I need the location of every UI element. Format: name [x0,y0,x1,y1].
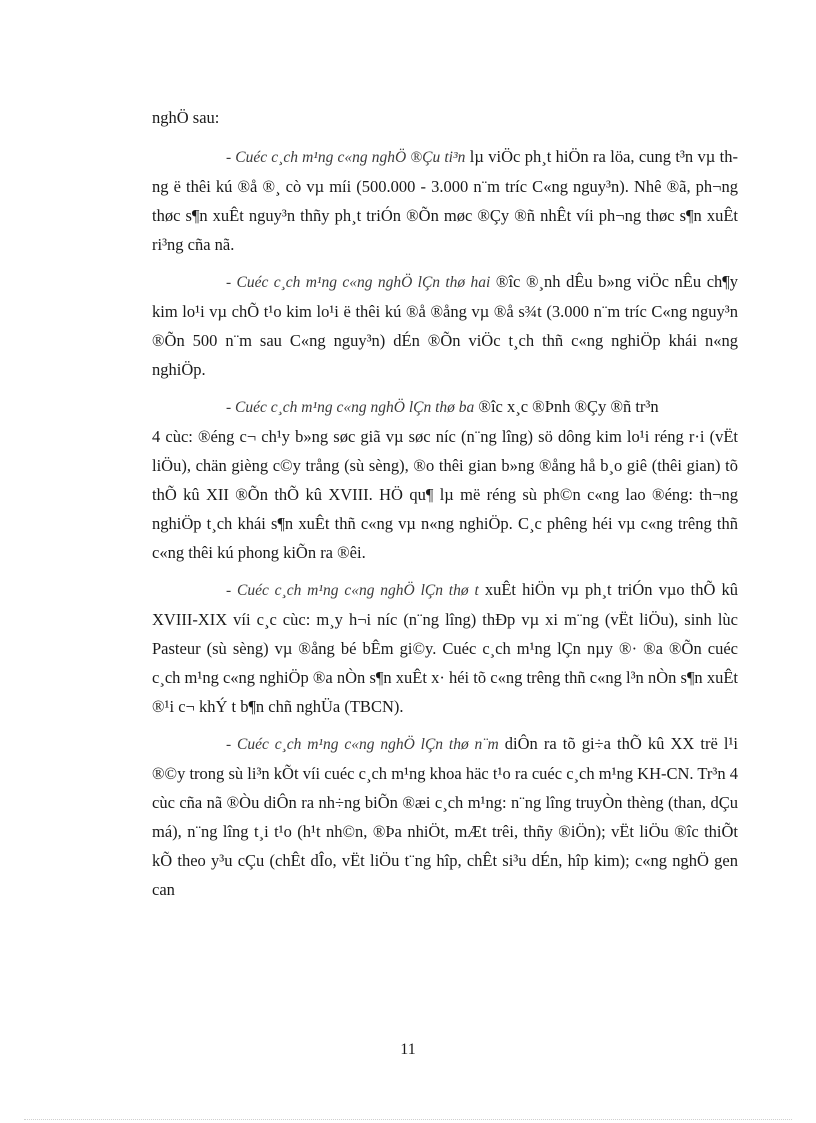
paragraph-text: xuÊt hiÖn vµ ph¸t triÓn vµo thÕ kû XVIII-XIX víi c¸c cùc: m¸y h¬i níc (n¨ng lîng) thÐp vµ xi m¨ng (vËt liÖu), sinh lùc Pasteur (sù sèng) vµ ®ång bé bÊm gi©y. Cuéc c¸ch m¹ng lÇn nµy ®· ®a ®Õn cuéc c¸ch m¹ng c«ng nghiÖp ®a nÒn s¶n xuÊt x· héi tõ c«ng trêng thñ c«ng l³n nÒn s¶n xuÊt ®¹i c¬ khÝ t b¶n chñ nghÜa (TBCN). [152,580,738,716]
paragraph-text: nghÖ sau: [152,108,220,127]
page-number: 11 [400,1041,416,1058]
paragraph-revolution-5 [152,729,738,904]
paragraph-revolution-3-continued [152,422,738,567]
paragraph-revolution-3 [152,392,738,422]
paragraph-lead: - Cuéc c¸ch m¹ng c«ng nghÖ lÇn thø hai [226,274,491,291]
paragraph-revolution-1 [152,142,738,259]
paragraph-text: lµ viÖc ph¸t hiÖn ra löa, cung t³n vµ thng ë thêi kú ®å ®¸ cò vµ míi (500.000 - 3.000 n¨m tríc C«ng nguy³n). Nhê ®ã, ph¬ng thøc s¶n xuÊt nguy³n thñy ph¸t triÓn ®Õn møc ®Çy ®ñ nhÊt víi ph¬ng thøc s¶n xuÊt ri³ng cña nã. [152,147,738,254]
paragraph-lead: - Cuéc c¸ch m¹ng c«ng nghÖ lÇn thø ba [226,399,475,416]
paragraph-lead: - Cuéc c¸ch m¹ng c«ng nghÖ ®Çu ti³n [226,149,466,166]
body-text [152,103,738,904]
paragraph-text: diÔn ra tõ gi÷a thÕ kû XX trë l¹i ®©y trong sù li³n kÕt víi cuéc c¸ch m¹ng khoa häc t¹o ra cuéc c¸ch m¹ng KH-CN. Tr³n 4 cùc cña nã ®Òu diÔn ra nh÷ng biÕn ®æi c¸ch m¹ng: n¨ng lîng truyÒn thèng (than, dÇu má), n¨ng lîng t¸i t¹o (h¹t nh©n, ®Þa nhiÖt, mÆt trêi, thñy ®iÖn); vËt liÖu ®îc thiÕt kÕ theo y³u cÇu (chÊt dÎo, vËt liÖu t¨ng hîp, chÊt si³u dÉn, hîp kim); c«ng nghÖ gen can [152,734,738,899]
paragraph-revolution-2 [152,267,738,384]
paragraph-lead: - Cuéc c¸ch m¹ng c«ng nghÖ lÇn thø n¨m [226,736,499,753]
paragraph-revolution-4 [152,575,738,721]
paragraph-text: ®îc ®¸nh dÊu b»ng viÖc nÊu ch¶y kim lo¹i vµ chÕ t¹o kim lo¹i ë thêi kú ®å ®ång vµ ®å s¾t (3.000 n¨m tríc C«ng nguy³n ®Õn 500 n¨m sau C«ng nguy³n) dÉn ®Õn viÖc t¸ch thñ c«ng nghiÖp khái n«ng nghiÖp. [152,272,738,379]
paragraph-lead: - Cuéc c¸ch m¹ng c«ng nghÖ lÇn thø t [226,582,479,599]
paragraph-text: ®îc x¸c ®Þnh ®Çy ®ñ tr³n [474,397,659,416]
paragraph-intro [152,103,738,132]
paragraph-text: 4 cùc: ®éng c¬ ch¹y b»ng søc giã vµ søc níc (n¨ng lîng) sö dông kim lo¹i réng r·i (vËt liÖu), chän gièng c©y trång (sù sèng), ®o thêi gian b»ng ®ång hå b¸o giê (thêi gian) tõ thÕ kû XII ®Õn thÕ kû XVIII. HÖ qu¶ lµ më réng sù ph©n c«ng lao ®éng: th¬ng nghiÖp t¸ch khái s¶n xuÊt thñ c«ng vµ n«ng nghiÖp. C¸c phêng héi vµ c«ng trêng thñ c«ng thêi kú phong kiÕn ra ®êi. [152,427,738,562]
page-bottom-divider [24,1119,792,1120]
